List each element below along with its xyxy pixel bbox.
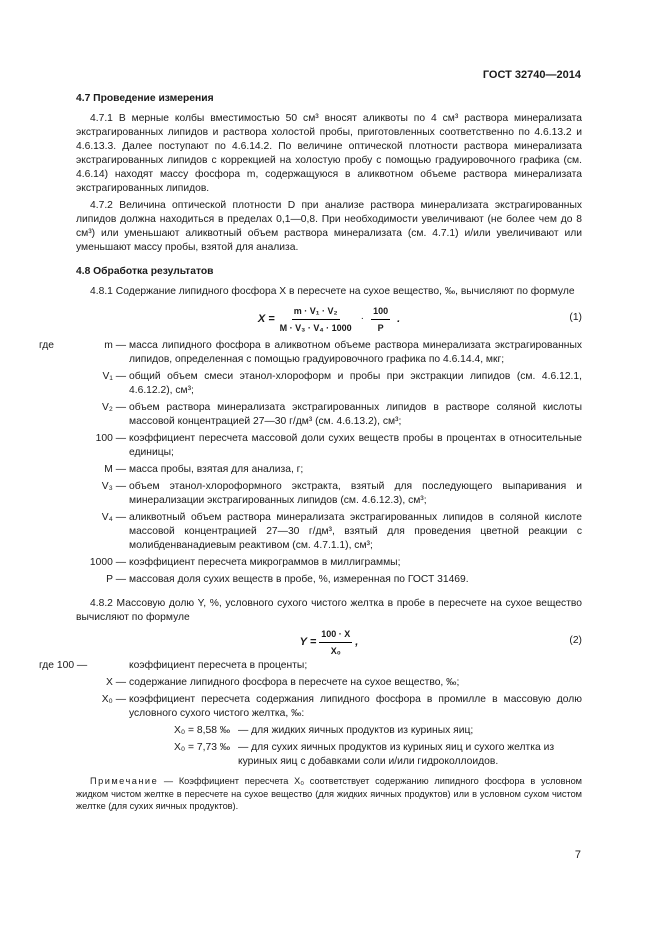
definition-row <box>39 693 582 721</box>
definition-text: объем этанол-хлороформного экстракта, взятый для последующего выпаривания и минерализации экстрагированных липидов (см. 4.6.12.3), см³; <box>129 481 582 506</box>
definition-text: коэффициент пересчета массовой доли сухих веществ пробы в процентах в относительные единицы; <box>129 433 582 458</box>
definition-text: масса пробы, взятая для анализа, г; <box>129 464 304 475</box>
definition-row <box>39 573 582 587</box>
definition-symbol: M — <box>104 464 126 475</box>
formula-2-fraction <box>319 627 352 658</box>
definition-row <box>39 463 582 477</box>
note-text: — Коэффициент пересчета X₀ соответствует содержанию липидного фосфора в условном жидком чистом желтке в пересчете на сухое вещество (для жидких яичных продуктов) или в условном сухом чистом желтке (для сухих яичных продуктов). <box>76 776 582 811</box>
formula-2-tail: , <box>355 636 359 648</box>
note <box>76 775 582 813</box>
document-body <box>39 92 582 813</box>
definition-text: коэффициент пересчета микрограммов в миллиграммы; <box>129 557 401 568</box>
definition-row <box>39 659 582 673</box>
definition-symbol: V₃ — <box>101 481 126 492</box>
definition-row <box>39 401 582 429</box>
definition-row <box>39 480 582 508</box>
definition-text: аликвотный объем раствора минерализата экстрагированных липидов в соляной кислоте массовой концентрацией 27—30 г/дм³, взятый для проведения цветной реакции с молибденванадиевым реактивом (см. 4.7.1.1), см³; <box>129 512 582 551</box>
x0-value: X₀ = 8,58 ‰ <box>174 725 231 736</box>
note-label: Примечание <box>90 776 159 786</box>
definition-text: общий объем смеси этанол-хлороформ и пробы при экстракции липидов (см. 4.6.12.1, 4.6.12.2), см³; <box>129 371 582 396</box>
definition-symbol: V₁ — <box>102 371 126 382</box>
definition-symbol: 100 — <box>95 433 126 444</box>
definition-text: массовая доля сухих веществ в пробе, %, измеренная по ГОСТ 31469. <box>129 574 469 585</box>
formula-1-definitions <box>39 339 582 587</box>
x0-value-row <box>174 741 582 769</box>
definition-symbol: V₂ — <box>101 402 126 413</box>
formula-1-lhs: X = <box>257 313 275 325</box>
section-4-8-title: 4.8 Обработка результатов <box>76 266 214 277</box>
definition-row <box>39 370 582 398</box>
x0-description: — для сухих яичных продуктов из куриных яиц и сухого желтка из куриных яиц с добавками соли и/или гидроколлоидов. <box>238 742 555 767</box>
definition-symbol: X₀ — <box>101 694 126 705</box>
formula-1-numerator-b: 100 <box>371 304 390 320</box>
x0-description: — для жидких яичных продуктов из куриных яиц; <box>238 725 474 736</box>
formula-1-fraction-a <box>278 304 354 335</box>
definition-text: содержание липидного фосфора в пересчете на сухое вещество, ‰; <box>129 677 460 688</box>
formula-1-tail: . <box>397 313 401 325</box>
formula-1-numerator-a: m · V₁ · V₂ <box>292 304 340 320</box>
formula-1-denominator-b: P <box>377 322 384 333</box>
formula-2-denominator: X₀ <box>330 645 341 656</box>
page-number: 7 <box>574 849 581 861</box>
definition-text: коэффициент пересчета в проценты; <box>129 660 308 671</box>
definition-row <box>39 556 582 570</box>
x0-value: X₀ = 7,73 ‰ <box>174 742 231 753</box>
formula-1-number: (1) <box>569 312 582 323</box>
formula-2-definitions <box>39 659 582 721</box>
definition-text: коэффициент пересчета содержания липидного фосфора в промилле в массовую долю условного сухого чистого желтка, ‰: <box>129 694 582 719</box>
definition-row <box>39 511 582 553</box>
x0-values <box>174 724 582 769</box>
formula-1-denominator-a: M · V₃ · V₄ · 1000 <box>279 322 352 333</box>
formula-2 <box>76 625 582 659</box>
definition-symbol: P — <box>106 574 126 585</box>
x0-value-row <box>174 724 582 738</box>
document-header: ГОСТ 32740—2014 <box>482 69 581 81</box>
formula-1 <box>76 299 582 339</box>
formula-1-dot: · <box>360 313 365 324</box>
definition-symbol: 1000 — <box>89 557 126 568</box>
paragraph-4-8-2: 4.8.2 Массовую долю Y, %, условного сухого чистого желтка в пробе в пересчете на сухое вещество вычисляют по формуле <box>76 598 582 623</box>
definition-text: масса липидного фосфора в аликвотном объеме раствора минерализата экстрагированных липидов, определенная с помощью градуировочного графика по 4.6.14.4, мкг; <box>129 340 582 365</box>
definition-symbol: m — <box>104 340 126 351</box>
formula-2-number: (2) <box>569 635 582 646</box>
section-4-7-title: 4.7 Проведение измерения <box>76 93 214 104</box>
definition-text: объем раствора минерализата экстрагированных липидов в растворе соляной кислоты массовой концентрацией 27—30 г/дм³ (см. 4.6.13.2), см³; <box>129 402 582 427</box>
definition-symbol: где 100 — <box>39 660 88 671</box>
definition-row <box>39 676 582 690</box>
definition-row <box>39 432 582 460</box>
where-label: где <box>39 340 55 351</box>
paragraph-4-7-2: 4.7.2 Величина оптической плотности D при анализе раствора минерализата экстрагированных липидов должна находиться в пределах 0,1—0,8. При необходимости увеличивают (не более чем до 8 см³) или уменьшают аликвотный объем раствора минерализата (см. 4.7.1) и/или увеличивают или уменьшают массу пробы, взятой для анализа. <box>76 200 582 253</box>
formula-1-fraction-b <box>371 304 390 335</box>
definition-symbol: V₄ — <box>101 512 126 523</box>
definition-symbol: X — <box>105 677 126 688</box>
paragraph-4-8-1: 4.8.1 Содержание липидного фосфора X в пересчете на сухое вещество, ‰, вычисляют по формуле <box>90 286 575 297</box>
paragraph-4-7-1: 4.7.1 В мерные колбы вместимостью 50 см³ вносят аликвоты по 4 см³ раствора минерализата экстрагированных липидов и раствора холостой пробы, приготовленных соответственно по 4.6.13.2 и 4.6.13.3. Далее поступают по 4.6.14.2. По величине оптической плотности раствора минерализата экстрагированных липидов с коррекцией на холостую пробу с помощью градуировочного графика (см. 4.6.14) находят массу фосфора m, содержащуюся в аликвотном объеме раствора минерализата экстрагированных липидов. <box>76 113 582 194</box>
formula-2-numerator: 100 · X <box>319 627 352 643</box>
definition-row <box>39 339 582 367</box>
formula-2-lhs: Y = <box>299 636 317 648</box>
